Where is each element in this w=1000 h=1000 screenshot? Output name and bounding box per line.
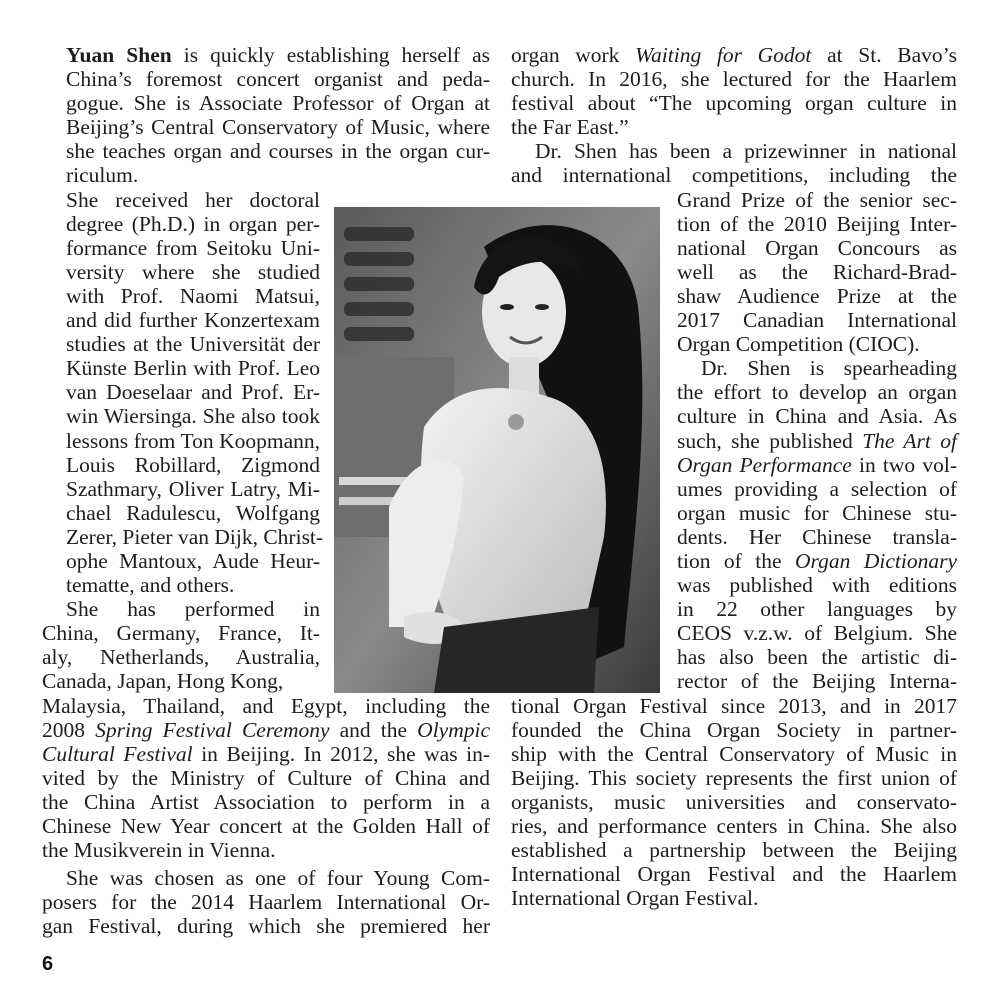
portrait-photo <box>334 207 660 693</box>
right-paragraph-2: Dr. Shen has been a prizewinner in national and international competitions, including the Grand Prize of the senior sec- tion of the 2010 Beijing Inter- national Organ Concours as well as the Richard-Brad- shaw Audience Prize at the 2017 Canadian International Organ Competition (CIOC). <box>511 139 957 357</box>
portrait-illustration <box>334 207 660 693</box>
right-paragraph-1: organ work Waiting for Godot at St. Bavo’s church. In 2016, she lectured for the Haarlem festival about “The upcoming organ culture in the Far East.” <box>511 43 957 140</box>
page-number: 6 <box>42 953 54 975</box>
left-paragraph-2: She received her doctoral degree (Ph.D.) in organ per- formance from Seitoku Uni- versity where she studied with Prof. Naomi Matsui, and did further Konzertexam studies at the Universität der Künste Berlin with Prof. Leo van Doeselaar and Prof. Er- win Wiersinga. She also took lessons from Ton Koopmann, Louis Robillard, Zigmond Szathmary, Oliver Latry, Mi- chael Radulescu, Wolfgang Zerer, Pieter van Dijk, Christ- ophe Mantoux, Aude Heur- tematte, and others. <box>66 187 324 598</box>
right-paragraph-3: Dr. Shen is spearheading the effort to develop an organ culture in China and Asia. As such, she published The Art of Organ Performance in two vol- umes providing a selection of organ music for Chinese stu- dents. Her Chinese transla- tion of the Organ Dictionary was published with editions in 22 other languages by CEOS v.z.w. of Belgium. She has also been the artistic di- rector of the Beijing Interna- tional Organ Festival since 2013, and in 2017 founded the China Organ Society in partner- ship with the Central Conservatory of Music in Beijing. This society represents the first union of organists, music universities and conservato- ries, and performance centers in China. She also established a partnership between the Beijing International Organ Festival and the Haarlem International Organ Festival. <box>511 356 958 911</box>
left-paragraph-1: Yuan Shen is quickly establishing herself as China’s foremost concert organist and peda- gogue. She is Associate Professor of Organ at Beijing’s Central Conservatory of Music, where she teaches organ and courses in the organ cur- riculum. <box>66 43 490 188</box>
artist-name: Yuan Shen <box>66 43 172 67</box>
left-paragraph-4: She was chosen as one of four Young Com- posers for the 2014 Haarlem International Or- gan Festival, during which she premiered her <box>42 866 490 939</box>
left-paragraph-3: She has performed in China, Germany, France, It- aly, Netherlands, Australia, Canada, Japan, Hong Kong, Malaysia, Thailand, and Egypt, including the 2008 Spring Festival Ceremony and the Olympic Cultural Festival in Beijing. In 2012, she was in- vited by the Ministry of Culture of China and the China Artist Association to perform in a Chinese New Year concert at the Golden Hall of the Musikverein in Vienna. <box>42 597 491 863</box>
